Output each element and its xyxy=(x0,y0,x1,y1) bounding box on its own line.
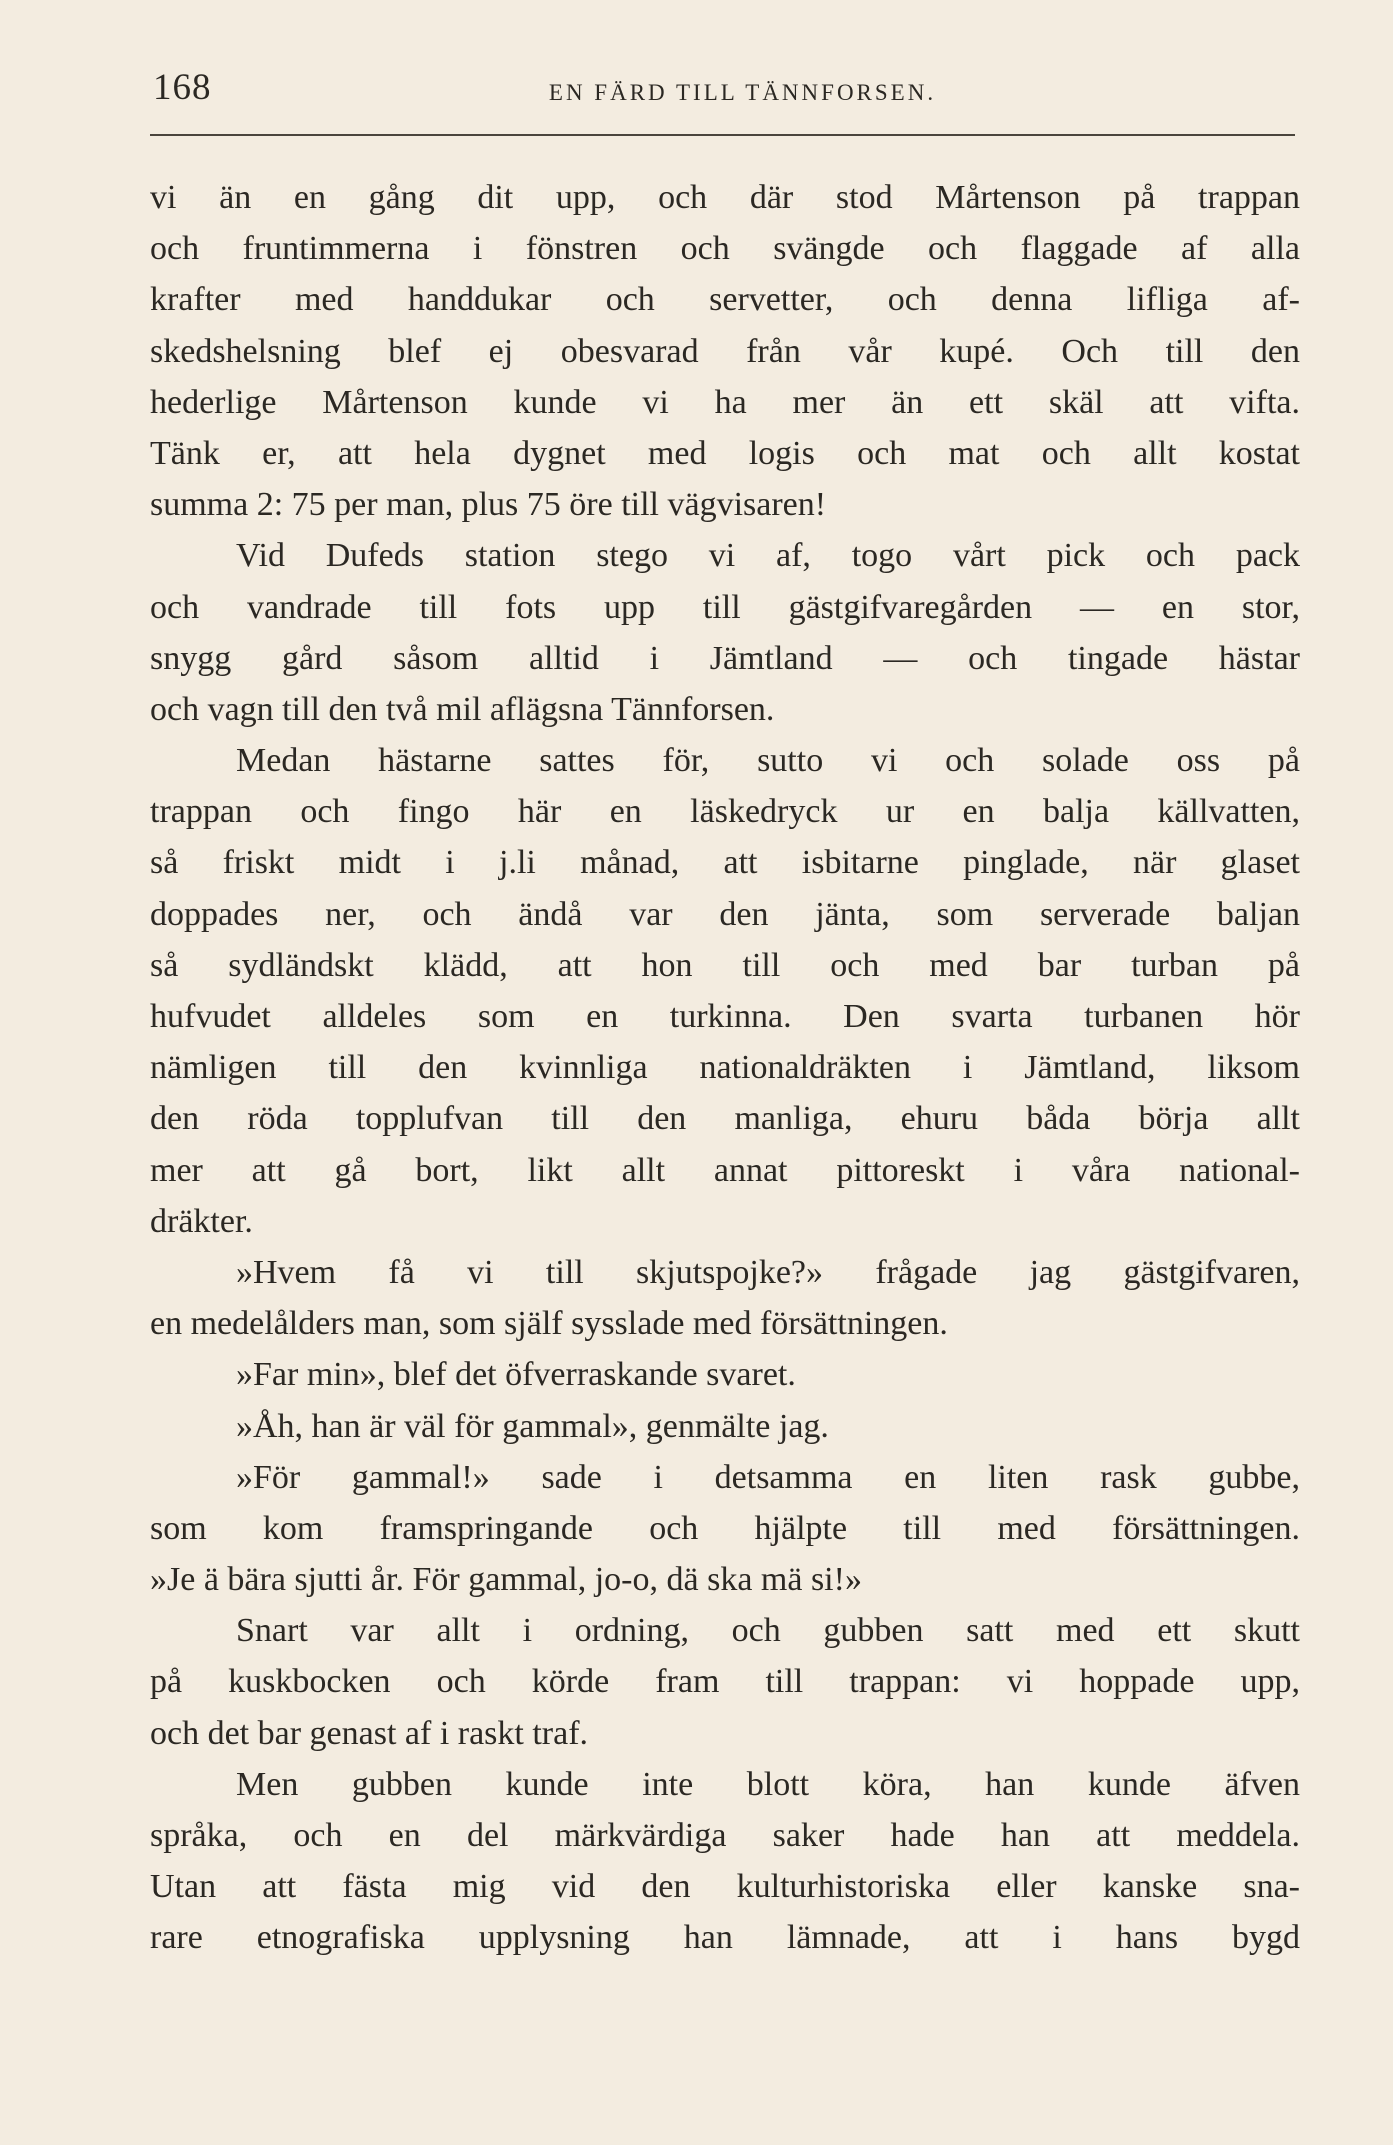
text-line: »Je ä bära sjutti år. För gammal, jo-o, dä ska mä si!» xyxy=(150,1561,862,1599)
text-line: trappan och fingo här en läskedryck ur en balja källvatten, xyxy=(150,793,1300,831)
text-line: den röda topplufvan till den manliga, ehuru båda börja allt xyxy=(150,1100,1300,1138)
text-line: Tänk er, att hela dygnet med logis och mat och allt kostat xyxy=(150,434,1300,472)
text-line: Medan hästarne sattes för, sutto vi och solade oss på xyxy=(236,742,1300,780)
text-line: summa 2: 75 per man, plus 75 öre till vägvisaren! xyxy=(150,486,827,524)
text-line: snygg gård såsom alltid i Jämtland — och tingade hästar xyxy=(150,639,1300,677)
text-line: skedshelsning blef ej obesvarad från vår kupé. Och till den xyxy=(150,332,1300,370)
text-line: som kom framspringande och hjälpte till med försättningen. xyxy=(150,1509,1300,1547)
text-line: vi än en gång dit upp, och där stod Mårtenson på trappan xyxy=(150,179,1300,216)
text-line: mer att gå bort, likt allt annat pittoreskt i våra national- xyxy=(150,1151,1300,1189)
text-line: hederlige Mårtenson kunde vi ha mer än ett skäl att vifta. xyxy=(150,383,1300,421)
text-line: Utan att fästa mig vid den kulturhistoriska eller kanske sna- xyxy=(150,1868,1300,1906)
body-text xyxy=(150,172,1300,1964)
text-line: så sydländskt klädd, att hon till och med bar turban på xyxy=(150,946,1300,984)
text-line: och vagn till den två mil aflägsna Tännforsen. xyxy=(150,690,775,728)
page-number: 168 xyxy=(153,67,212,108)
text-line: språka, och en del märkvärdiga saker hade han att meddela. xyxy=(150,1817,1300,1854)
text-line: på kuskbocken och körde fram till trappan: vi hoppade upp, xyxy=(150,1663,1300,1701)
text-line: krafter med handdukar och servetter, och denna lifliga af- xyxy=(150,281,1300,319)
text-line: och vandrade till fots upp till gästgifvaregården — en stor, xyxy=(150,588,1300,626)
text-line: »Åh, han är väl för gammal», genmälte jag. xyxy=(236,1407,829,1445)
text-line: och fruntimmerna i fönstren och svängde och flaggade af alla xyxy=(150,230,1300,268)
text-line: hufvudet alldeles som en turkinna. Den svarta turbanen hör xyxy=(150,998,1300,1035)
text-line: Men gubben kunde inte blott köra, han kunde äfven xyxy=(236,1765,1300,1803)
text-line: och det bar genast af i raskt traf. xyxy=(150,1714,589,1752)
text-line: dräkter. xyxy=(150,1202,253,1240)
text-line: så friskt midt i j.li månad, att isbitarne pinglade, när glaset xyxy=(150,844,1300,882)
text-line: en medelålders man, som själf sysslade med försättningen. xyxy=(150,1305,948,1343)
running-head xyxy=(150,66,1295,116)
running-title: EN FÄRD TILL TÄNNFORSEN. xyxy=(548,80,937,105)
header-rule xyxy=(150,134,1295,136)
text-line: doppades ner, och ändå var den jänta, som serverade baljan xyxy=(150,895,1300,933)
text-line: Vid Dufeds station stego vi af, togo vårt pick och pack xyxy=(236,537,1300,575)
text-line: nämligen till den kvinnliga nationaldräkten i Jämtland, liksom xyxy=(150,1049,1300,1087)
text-line: »Hvem få vi till skjutspojke?» frågade jag gästgifvaren, xyxy=(236,1253,1300,1291)
text-line: »För gammal!» sade i detsamma en liten rask gubbe, xyxy=(236,1458,1300,1496)
text-line: Snart var allt i ordning, och gubben satt med ett skutt xyxy=(236,1612,1300,1650)
text-line: »Far min», blef det öfverraskande svaret. xyxy=(236,1356,796,1394)
text-line: rare etnografiska upplysning han lämnade, att i hans bygd xyxy=(150,1919,1300,1957)
